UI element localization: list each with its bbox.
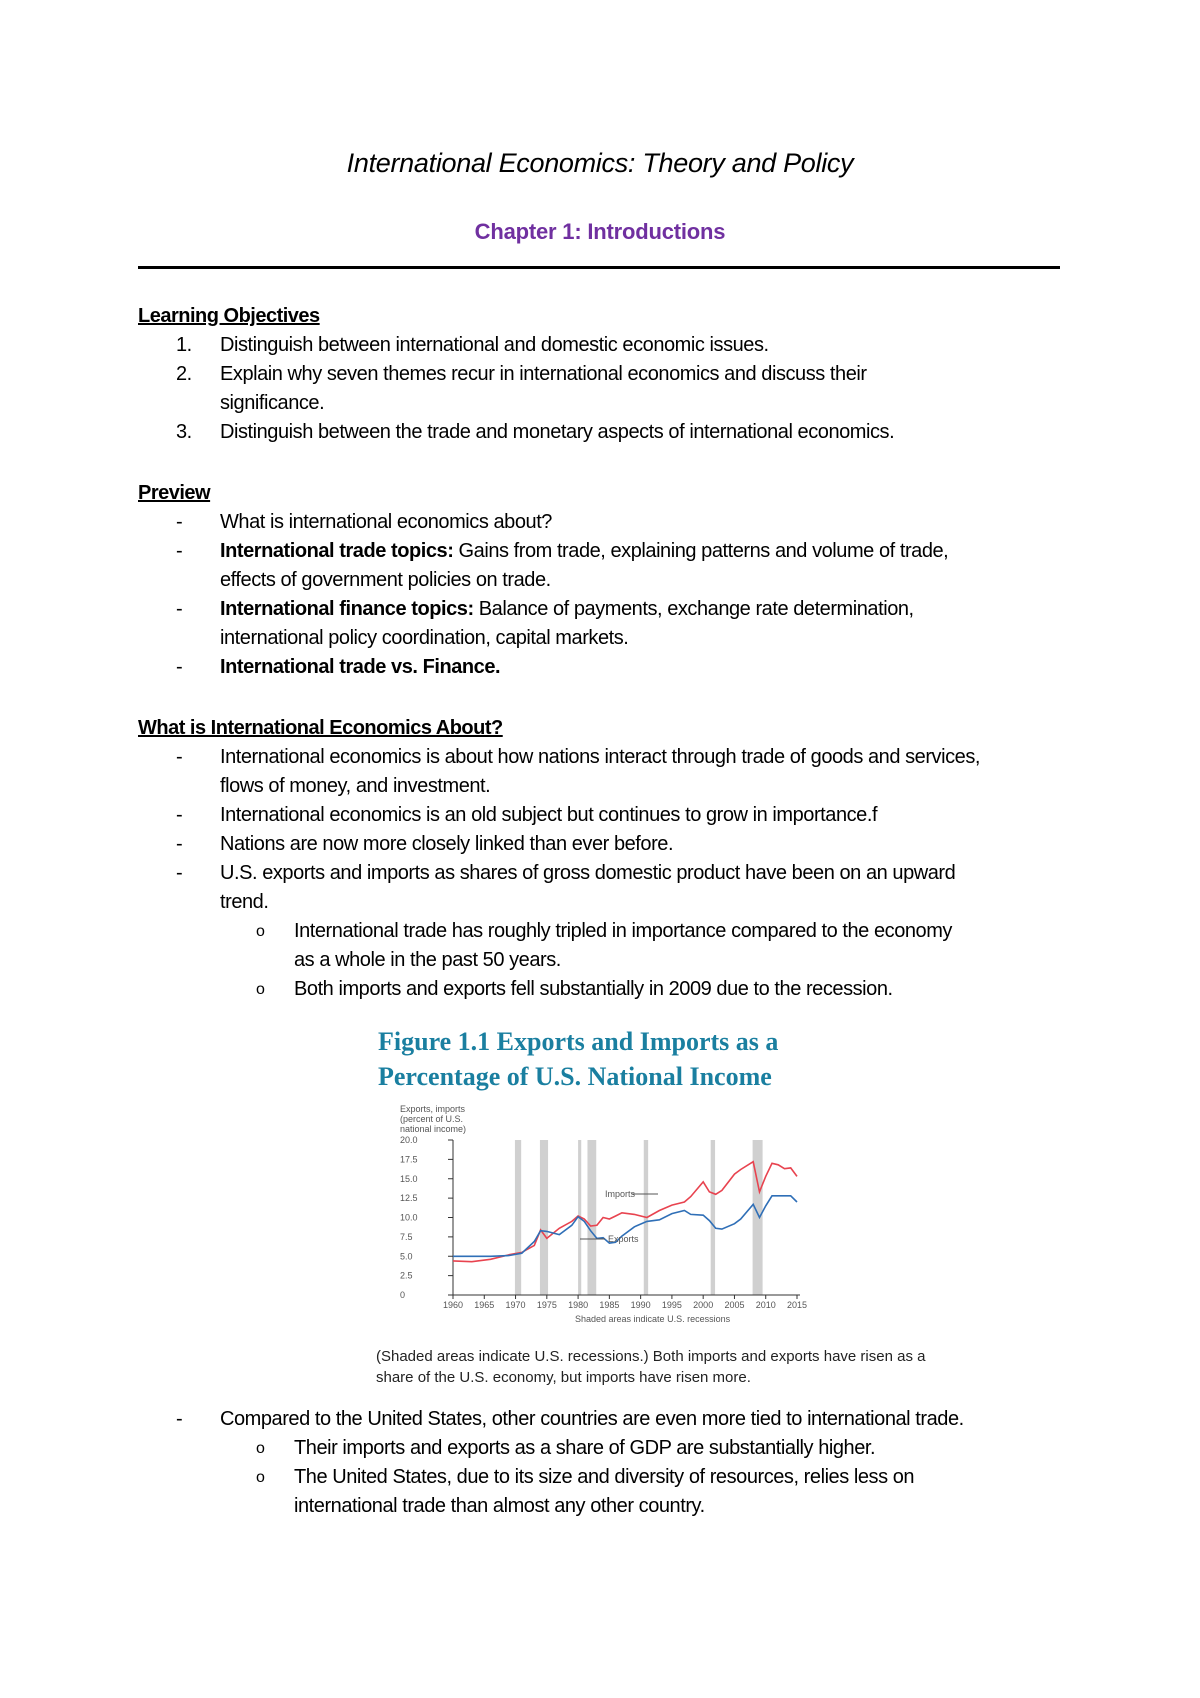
- exports-imports-chart: [400, 1100, 820, 1340]
- svg-text:1970: 1970: [505, 1300, 526, 1310]
- svg-text:1990: 1990: [630, 1300, 651, 1310]
- svg-text:1985: 1985: [599, 1300, 620, 1310]
- svg-text:1975: 1975: [536, 1300, 557, 1310]
- svg-text:Exports: Exports: [608, 1234, 639, 1244]
- dash-bullet: -: [176, 540, 183, 562]
- svg-text:1995: 1995: [661, 1300, 682, 1310]
- dash-bullet: -: [176, 1408, 183, 1430]
- list-number: 3.: [176, 421, 192, 443]
- objective-item: [138, 331, 1068, 360]
- svg-text:7.5: 7.5: [400, 1231, 413, 1242]
- about-item: [138, 743, 1068, 801]
- about-subtext: International trade has roughly tripled in importance compared to the economy as a whole in the past 50 years.: [294, 920, 952, 971]
- preview-text: Gains from trade, explaining patterns and volume of trade, effects of government policies on trade.: [220, 540, 949, 591]
- svg-text:1960: 1960: [443, 1300, 464, 1310]
- preview-bold-label: International trade vs. Finance.: [220, 656, 501, 678]
- preview-item: [138, 595, 1068, 653]
- comparison-subtext: The United States, due to its size and diversity of resources, relies less on international trade than almost any other country.: [294, 1466, 915, 1517]
- svg-text:15.0: 15.0: [400, 1173, 418, 1184]
- dash-bullet: -: [176, 862, 183, 884]
- svg-text:1965: 1965: [474, 1300, 495, 1310]
- x-axis-label: Shaded areas indicate U.S. recessions: [575, 1314, 731, 1324]
- objective-text: Explain why seven themes recur in international economics and discuss their significance.: [220, 363, 867, 414]
- svg-text:2010: 2010: [755, 1300, 776, 1310]
- comparison-item: [138, 1405, 1068, 1434]
- svg-text:(percent of U.S.: (percent of U.S.: [400, 1114, 464, 1124]
- figure-title-line-1: Figure 1.1 Exports and Imports as a: [378, 1027, 779, 1056]
- comparison-subitem: [138, 1463, 1068, 1521]
- svg-text:national income): national income): [400, 1124, 467, 1134]
- dash-bullet: -: [176, 656, 183, 678]
- svg-text:20.0: 20.0: [400, 1135, 418, 1145]
- figure-title-line-2: Percentage of U.S. National Income: [378, 1062, 772, 1091]
- preview-bold-label: International finance topics:: [220, 598, 474, 620]
- about-subtext: Both imports and exports fell substantially in 2009 due to the recession.: [294, 978, 893, 1000]
- comparison-subitem: [138, 1434, 1068, 1463]
- svg-text:2015: 2015: [787, 1300, 808, 1310]
- chapter-title: Chapter 1: Introductions: [474, 219, 726, 244]
- circle-bullet: o: [256, 923, 265, 940]
- dash-bullet: -: [176, 598, 183, 620]
- y-axis-ticks: [400, 1135, 453, 1300]
- svg-text:Exports, imports: Exports, imports: [400, 1104, 466, 1114]
- imports-line: [453, 1162, 797, 1262]
- dash-bullet: -: [176, 746, 183, 768]
- objective-item: [138, 418, 1068, 447]
- preview-item: [138, 508, 1068, 537]
- learning-objectives-heading: Learning Objectives: [138, 305, 320, 327]
- circle-bullet: o: [256, 981, 265, 998]
- objective-text: Distinguish between international and domestic economic issues.: [220, 334, 769, 356]
- about-item: [138, 801, 1068, 830]
- comparison-section: [138, 1405, 1068, 1521]
- y-axis-label: [400, 1104, 466, 1134]
- about-text: U.S. exports and imports as shares of gross domestic product have been on an upward trend.: [220, 862, 956, 913]
- preview-heading: Preview: [138, 482, 211, 504]
- list-number: 1.: [176, 334, 192, 356]
- x-axis-ticks: [443, 1295, 807, 1310]
- comparison-subtext: Their imports and exports as a share of GDP are substantially higher.: [294, 1437, 876, 1459]
- svg-text:10.0: 10.0: [400, 1212, 418, 1223]
- list-number: 2.: [176, 363, 192, 385]
- svg-text:1980: 1980: [568, 1300, 589, 1310]
- preview-section: [138, 479, 1068, 682]
- preview-text: What is international economics about?: [220, 511, 552, 533]
- about-heading: What is International Economics About?: [138, 717, 503, 739]
- divider: [138, 266, 1060, 269]
- circle-bullet: o: [256, 1469, 265, 1486]
- circle-bullet: o: [256, 1440, 265, 1457]
- dash-bullet: -: [176, 833, 183, 855]
- objective-text: Distinguish between the trade and monetary aspects of international economics.: [220, 421, 895, 443]
- figure-title: [378, 1024, 898, 1094]
- preview-text: Balance of payments, exchange rate determination, international policy coordination, capital markets.: [220, 598, 914, 649]
- learning-objectives-section: [138, 302, 1068, 447]
- preview-bold-label: International trade topics:: [220, 540, 454, 562]
- svg-text:Imports: Imports: [605, 1189, 636, 1199]
- svg-text:12.5: 12.5: [400, 1193, 418, 1204]
- preview-item: [138, 537, 1068, 595]
- about-subitem: [138, 975, 1068, 1004]
- about-text: International economics is about how nations interact through trade of goods and services, flows of money, and investment.: [220, 746, 980, 797]
- svg-text:2005: 2005: [724, 1300, 745, 1310]
- figure-caption: (Shaded areas indicate U.S. recessions.) Both imports and exports have risen as a share of the U.S. economy, but imports have risen more.: [376, 1348, 926, 1386]
- document-title: International Economics: Theory and Policy: [346, 148, 854, 178]
- about-subitem: [138, 917, 1068, 975]
- about-text: Nations are now more closely linked than ever before.: [220, 833, 674, 855]
- svg-text:17.5: 17.5: [400, 1154, 418, 1165]
- svg-text:2.5: 2.5: [400, 1270, 413, 1281]
- comparison-text: Compared to the United States, other countries are even more tied to international trade.: [220, 1408, 964, 1430]
- svg-text:0: 0: [400, 1290, 406, 1300]
- recession-shading: [515, 1140, 763, 1295]
- about-text: International economics is an old subject but continues to grow in importance.f: [220, 804, 878, 826]
- dash-bullet: -: [176, 511, 183, 533]
- about-section: [138, 714, 1068, 1004]
- exports-line: [453, 1196, 797, 1257]
- preview-item: [138, 653, 1068, 682]
- about-item: [138, 859, 1068, 917]
- about-item: [138, 830, 1068, 859]
- svg-text:5.0: 5.0: [400, 1251, 413, 1262]
- objective-item: [138, 360, 1068, 418]
- svg-text:2000: 2000: [693, 1300, 714, 1310]
- dash-bullet: -: [176, 804, 183, 826]
